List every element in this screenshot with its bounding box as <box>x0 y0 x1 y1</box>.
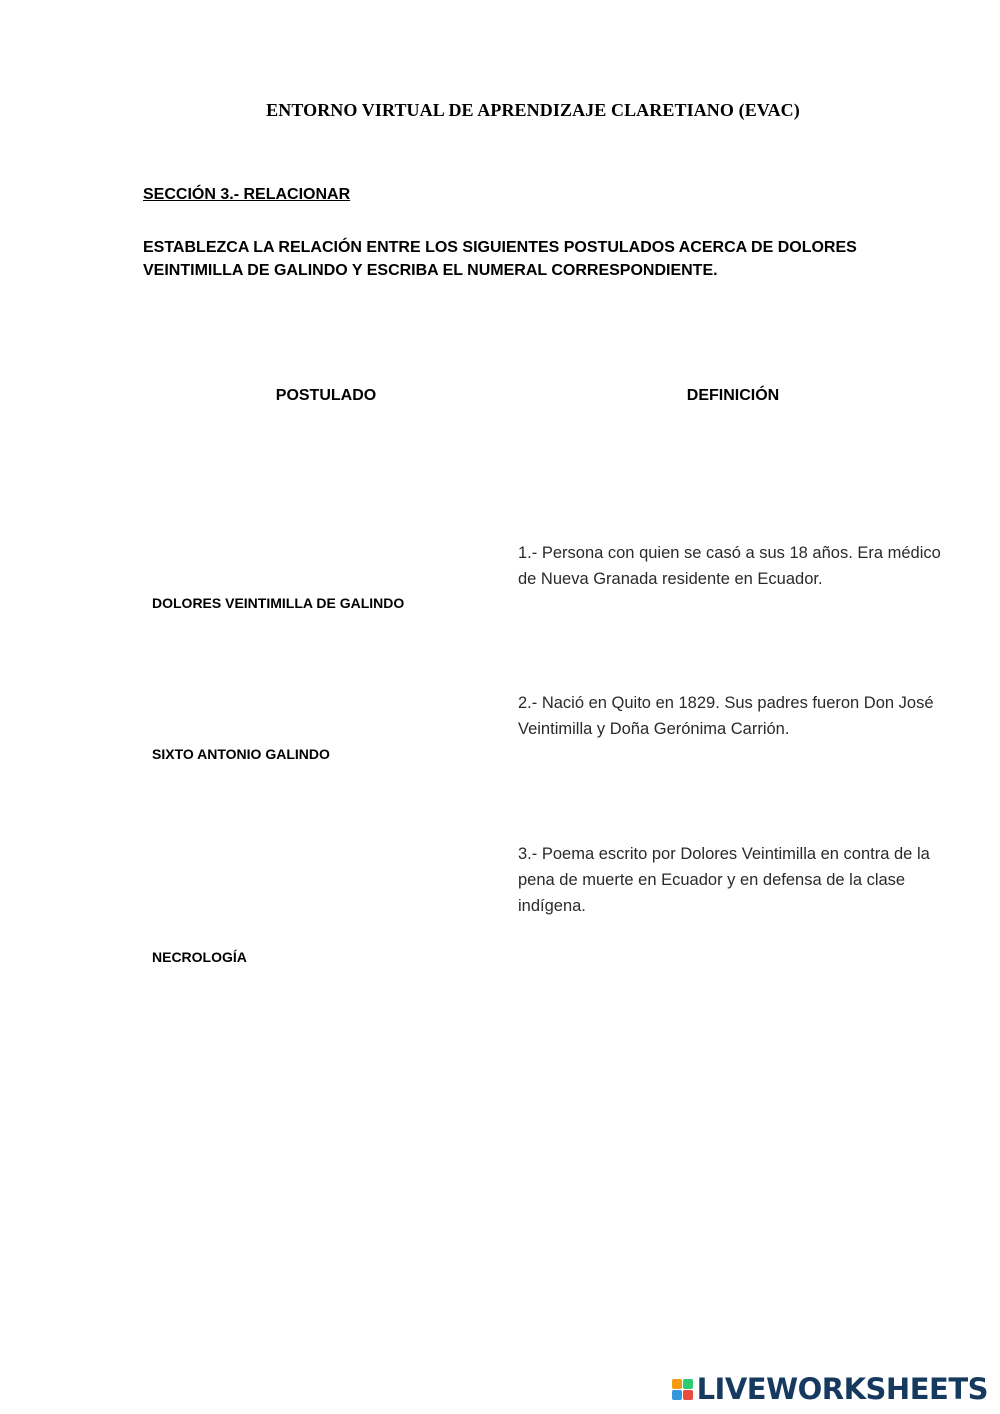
instructions-text: ESTABLEZCA LA RELACIÓN ENTRE LOS SIGUIENTES POSTULADOS ACERCA DE DOLORES VEINTIMILLA DE GALINDO Y ESCRIBA EL NUMERAL CORRESPONDIENTE. <box>143 239 857 279</box>
postulado-item: DOLORES VEINTIMILLA DE GALINDO <box>152 595 405 611</box>
section-heading: SECCIÓN 3.- RELACIONAR <box>143 186 351 203</box>
column-header-postulado: POSTULADO <box>275 387 377 404</box>
document-title: ENTORNO VIRTUAL DE APRENDIZAJE CLARETIANO (EVAC) <box>266 100 800 120</box>
definicion-item: 3.- Poema escrito por Dolores Veintimilla en contra de la pena de muerte en Ecuador y en defensa de la clase indígena. <box>518 845 930 915</box>
liveworksheets-logo-icon <box>672 1379 693 1400</box>
definicion-item: 2.- Nació en Quito en 1829. Sus padres fueron Don José Veintimilla y Doña Gerónima Carrión. <box>518 694 934 738</box>
liveworksheets-brand <box>672 1372 988 1406</box>
postulado-item: SIXTO ANTONIO GALINDO <box>152 746 330 762</box>
definicion-item: 1.- Persona con quien se casó a sus 18 años. Era médico de Nueva Granada residente en Ecuador. <box>518 544 941 588</box>
postulado-item: NECROLOGÍA <box>152 949 247 965</box>
column-header-definicion: DEFINICIÓN <box>686 387 780 404</box>
brand-wordmark: LIVEWORKSHEETS <box>696 1372 988 1406</box>
